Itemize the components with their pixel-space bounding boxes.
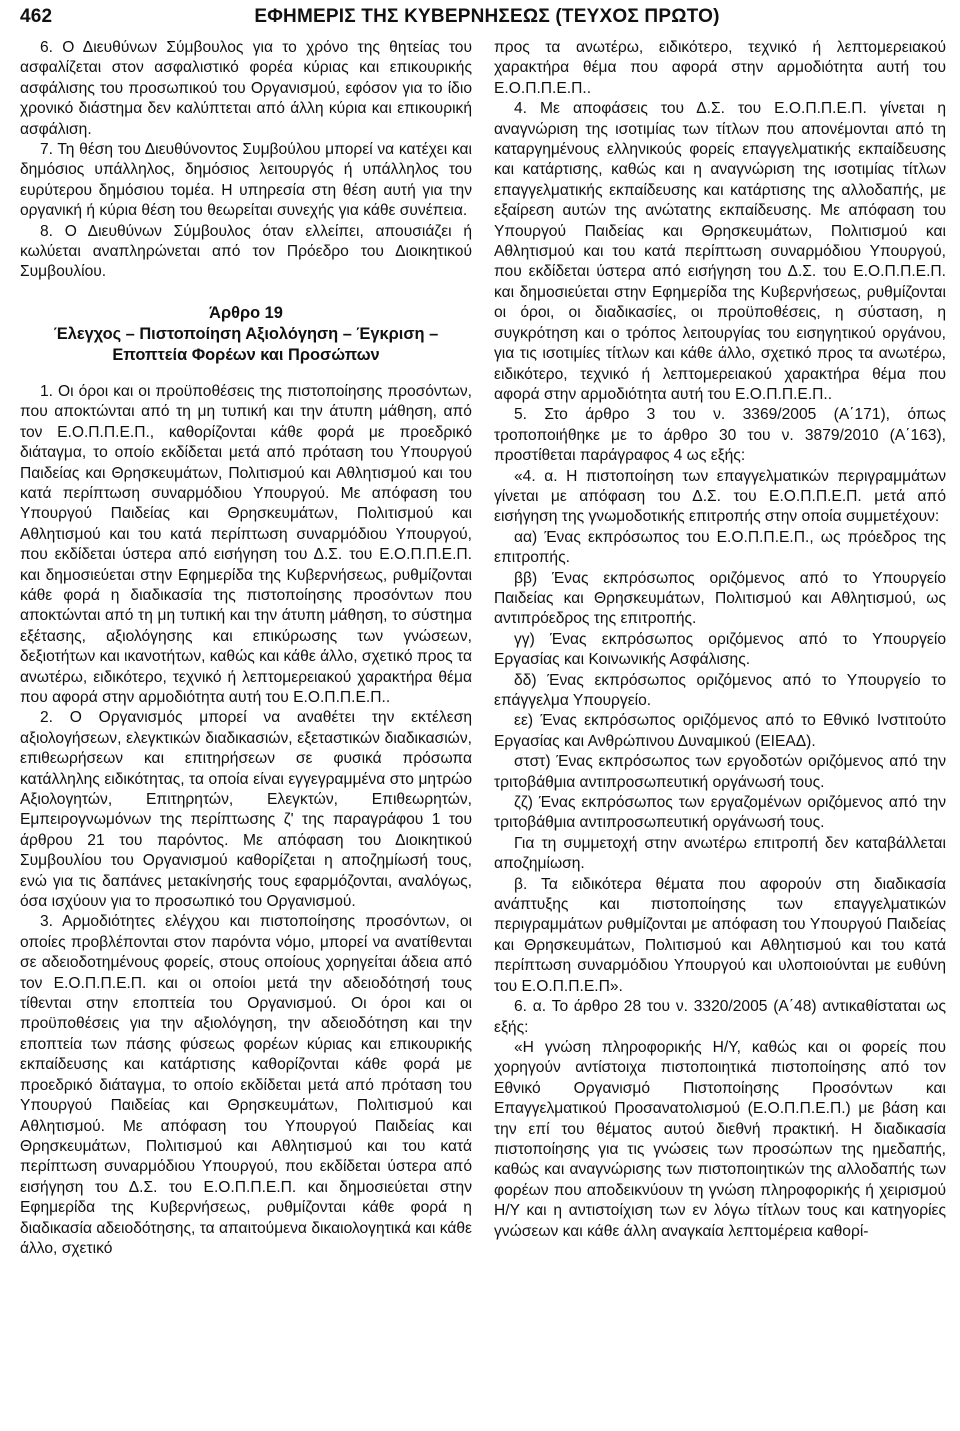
page-number: 462 bbox=[20, 6, 53, 27]
list-item: γγ) Ένας εκπρόσωπος οριζόμενος από το Υπουργείο Εργασίας και Κοινωνικής Ασφάλισης. bbox=[494, 630, 946, 669]
paragraph: 8. Ο Διευθύνων Σύμβουλος όταν ελλείπει, απουσιάζει ή κωλύεται αναπληρώνεται από τον Πρόεδρο του Διοικητικού Συμβουλίου. bbox=[20, 222, 472, 281]
paragraph: 5. Στο άρθρο 3 του ν. 3369/2005 (Α΄171), όπως τροποποιήθηκε με το άρθρο 30 του ν. 3879/2010 (Α΄163), προστίθεται παράγραφος 4 ως εξής: bbox=[494, 406, 946, 465]
paragraph: προς τα ανωτέρω, ειδικότερο, τεχνικό ή λεπτομερειακού χαρακτήρα θέμα που αφορά στην αρμοδιότητα αυτή του Ε.Ο.Π.Π.Ε.Π.. bbox=[494, 39, 946, 97]
paragraph: 6. α. Το άρθρο 28 του ν. 3320/2005 (Α΄48) αντικαθίσταται ως εξής: bbox=[494, 998, 946, 1036]
paragraph: 4. Με αποφάσεις του Δ.Σ. του Ε.Ο.Π.Π.Ε.Π. γίνεται η αναγνώριση της ισοτιμίας των τίτλων που απονέμονται από τη καταργημένους ελληνικούς φορείς επαγγελματικής εκπαίδευσης και κατάρτισης, καθώς και η αναγνώριση της ισοτιμίας τίτλων επαγγελματικής εκπαίδευσης και κατάρτισης της αλλοδαπής, με εξαίρεση αυτών της ανώτατης εκπαίδευσης. Με απόφαση του Υπουργού Παιδείας και Θρησκευμάτων, Πολιτισμού και Αθλητισμού και του κατά περίπτωση συναρμόδιου Υπουργού, που εκδίδεται ύστερα από εισήγηση του Δ.Σ. του Ε.Ο.Π.Π.Ε.Π. και δημοσιεύεται στην Εφημερίδα της Κυβερνήσεως, ρυθμίζονται οι όροι, οι διαδικασίες, οι προϋποθέσεις, η σύσταση, η συγκρότηση και ο τρόπος λειτουργίας του εισηγητικού οργάνου, για τις ισοτιμίες τίτλων και κάθε άλλο, σχετικό προς τα ανωτέρω, ειδικότερο, τεχνικό ή λεπτομερειακού χαρακτήρα θέμα που αφορά στην αρμοδιότητα αυτή του Ε.Ο.Π.Π.Ε.Π.. bbox=[494, 100, 946, 403]
article-title-line-2: Εποπτεία Φορέων και Προσώπων bbox=[112, 345, 380, 364]
paragraph: «4. α. Η πιστοποίηση των επαγγελματικών περιγραμμάτων γίνεται με απόφαση του Δ.Σ. του Ε.Ο.Π.Π.Ε.Π. μετά από εισήγηση της γνωμοδοτικής επιτροπής στην οποία συμμετέχουν: bbox=[494, 467, 946, 526]
article-title-line-1: Έλεγχος – Πιστοποίηση Αξιολόγηση – Έγκριση – bbox=[53, 324, 439, 343]
list-item: δδ) Ένας εκπρόσωπος οριζόμενος από το Υπουργείο το επάγγελμα Υπουργείο. bbox=[494, 671, 946, 709]
right-column bbox=[494, 38, 946, 1259]
paragraph: 6. Ο Διευθύνων Σύμβουλος για το χρόνο της θητείας του ασφαλίζεται στον ασφαλιστικό φορέα κύριας και επικουρικής ασφάλισης του προσωπικού του Οργανισμού, εφόσον για το ίδιο χρονικό διάστημα δεν καλύπτεται από άλλη κύρια και επικουρική ασφάλιση. bbox=[20, 39, 472, 138]
text-columns bbox=[20, 38, 954, 1259]
list-item: ββ) Ένας εκπρόσωπος οριζόμενος από το Υπουργείο Παιδείας και Θρησκευμάτων, Πολιτισμού και Αθλητισμού, ως αντιπρόεδρος της επιτροπής. bbox=[494, 569, 946, 628]
article-heading bbox=[20, 303, 472, 366]
paragraph: «Η γνώση πληροφορικής Η/Υ, καθώς και οι φορείς που χορηγούν αντίστοιχα πιστοποιητικά πιστοποίησης από τον Εθνικό Οργανισμό Πιστοποίησης Προσόντων και Επαγγελματικού Προσανατολισμού (Ε.Ο.Π.Π.Ε.Π.) με βάση και την επί του θέματος αυτού διεθνή πρακτική. Η διαδικασία πιστοποίησης για τις γνώσεις των προσώπων της ημεδαπής, καθώς και αναγνώρισης των πιστοποιητικών της αλλοδαπής των φορέων που αποδεικνύουν τη γνώση πληροφορικής ή χειρισμού Η/Υ και η αντιστοίχιση των εν λόγω τίτλων τους και κατηγορίες γνώσεων και κάθε άλλη αναγκαία λεπτομέρεια καθορί- bbox=[494, 1038, 946, 1240]
paragraph: 1. Οι όροι και οι προϋποθέσεις της πιστοποίησης προσόντων, που αποκτώνται από τη μη τυπική και την άτυπη μάθηση, από τον Ε.Ο.Π.Π.Ε.Π., καθορίζονται κάθε φορά με προεδρικό διάταγμα, το οποίο εκδίδεται μετά από πρόταση του Υπουργού Παιδείας και Θρησκευμάτων, Πολιτισμού και Αθλητισμού και του κατά περίπτωση συναρμόδιου Υπουργού. Με απόφαση του Υπουργού Παιδείας και Θρησκευμάτων, Πολιτισμού και Αθλητισμού και του κατά περίπτωση συναρμόδιου Υπουργού, που εκδίδεται ύστερα από εισήγηση του Δ.Σ. του Ε.Ο.Π.Π.Ε.Π. και δημοσιεύεται στην Εφημερίδα της Κυβερνήσεως, ρυθμίζονται κάθε φορά η διαδικασία της πιστοποίησης προσόντων που αποκτώνται από τη μη τυπική και την άτυπη μάθηση, το σύστημα εξέτασης, αξιολόγησης και επικύρωσης των γνώσεων, δεξιοτήτων και ικανοτήτων, καθώς και κάθε άλλο, σχετικό προς τα ανωτέρω, ειδικότερο, τεχνικό ή λεπτομερειακού χαρακτήρα θέμα που αφορά στην αρμοδιότητα αυτή του Ε.Ο.Π.Π.Ε.Π.. bbox=[20, 382, 472, 706]
list-item: στστ) Ένας εκπρόσωπος των εργοδοτών οριζόμενος από την τριτοβάθμια αντιπροσωπευτική οργάνωσή τους. bbox=[494, 753, 946, 791]
paragraph: 3. Αρμοδιότητες ελέγχου και πιστοποίησης προσόντων, οι οποίες προβλέπονται στον παρόντα νόμο, μπορεί να ανατίθενται σε αδειοδοτημένους φορείς, στους οποίους χορηγείται άδεια από τον Ε.Ο.Π.Π.Ε.Π. και οι οποίοι μετά την αδειοδότησή τους τίθενται στην εποπτεία του Οργανισμού. Οι όροι και οι προϋποθέσεις για την αξιολόγηση, την αδειοδότηση και την εποπτεία των πάσης φύσεως φορέων κύριας και επικουρικής εκπαίδευσης και κατάρτισης καθορίζονται κάθε φορά με προεδρικό διάταγμα, το οποίο εκδίδεται μετά από πρόταση του Υπουργού Παιδείας και Θρησκευμάτων, Πολιτισμού και Αθλητισμού. Με απόφαση του Υπουργού Παιδείας και Θρησκευμάτων, Πολιτισμού και Αθλητισμού και του κατά περίπτωση συναρμόδιου Υπουργού, που εκδίδεται ύστερα από εισήγηση του Δ.Σ. του Ε.Ο.Π.Π.Ε.Π. και δημοσιεύεται στην Εφημερίδα της Κυβερνήσεως, ρυθμίζονται κάθε φορά η διαδικασία αδειοδότησης, τα απαιτούμενα δικαιολογητικά και κάθε άλλο, σχετικό bbox=[20, 913, 472, 1257]
list-item: εε) Ένας εκπρόσωπος οριζόμενος από το Εθνικό Ινστιτούτο Εργασίας και Ανθρώπινου Δυναμικού (ΕΙΕΑΔ). bbox=[494, 712, 946, 750]
list-item: αα) Ένας εκπρόσωπος του Ε.Ο.Π.Π.Ε.Π., ως πρόεδρος της επιτροπής. bbox=[494, 528, 946, 567]
paragraph: Για τη συμμετοχή στην ανωτέρω επιτροπή δεν καταβάλλεται αποζημίωση. bbox=[494, 834, 946, 873]
paragraph: β. Τα ειδικότερα θέματα που αφορούν στη διαδικασία ανάπτυξης και πιστοποίησης των επαγγελματικών περιγραμμάτων ρυθμίζονται με απόφαση του Υπουργού Παιδείας και Θρησκευμάτων, Πολιτισμού και Αθλητισμού και του κατά περίπτωση συναρμόδιου Υπουργού και υλοποιούνται με ευθύνη του Ε.Ο.Π.Π.Ε.Π». bbox=[494, 875, 946, 995]
article-number: Άρθρο 19 bbox=[209, 303, 283, 322]
paragraph: 2. Ο Οργανισμός μπορεί να αναθέτει την εκτέλεση αξιολογήσεων, ελεγκτικών διαδικασιών, εξεταστικών διαδικασιών, επιθεωρήσεων και επιτηρήσεων σε φυσικά πρόσωπα κατάλληλης ειδικότητας, τα οποία είναι εγγεγραμμένα στο μητρώο Αξιολογητών, Επιτηρητών, Ελεγκτών, Επιθεωρητών, Εμπειρογνωμόνων της περίπτωσης ζ' της παραγράφου 1 του άρθρου 21 του παρόντος. Με απόφαση του Διοικητικού Συμβουλίου του Οργανισμού καθορίζεται η αποζημίωσή τους, ενώ για τις δαπάνες μετακίνησής τους εφαρμόζονται, αναλόγως, όσα ισχύουν για το προσωπικό του Οργανισμού. bbox=[20, 709, 472, 911]
list-item: ζζ) Ένας εκπρόσωπος των εργαζομένων οριζόμενος από την τριτοβάθμια αντιπροσωπευτική οργάνωσή τους. bbox=[494, 794, 946, 832]
paragraph: 7. Τη θέση του Διευθύνοντος Συμβούλου μπορεί να κατέχει και δημόσιος υπάλληλος, δημόσιος λειτουργός ή υπάλληλος του ευρύτερου δημόσιου τομέα. Η υπηρεσία στη θέση αυτή για την οργανική ή κύρια θέση του θεωρείται συνεχής για κάθε συνέπεια. bbox=[20, 141, 472, 220]
left-column bbox=[20, 38, 472, 1259]
page-header bbox=[20, 0, 954, 32]
gazette-title: ΕΦΗΜΕΡΙΣ ΤΗΣ ΚΥΒΕΡΝΗΣΕΩΣ (ΤΕΥΧΟΣ ΠΡΩΤΟ) bbox=[254, 6, 720, 27]
